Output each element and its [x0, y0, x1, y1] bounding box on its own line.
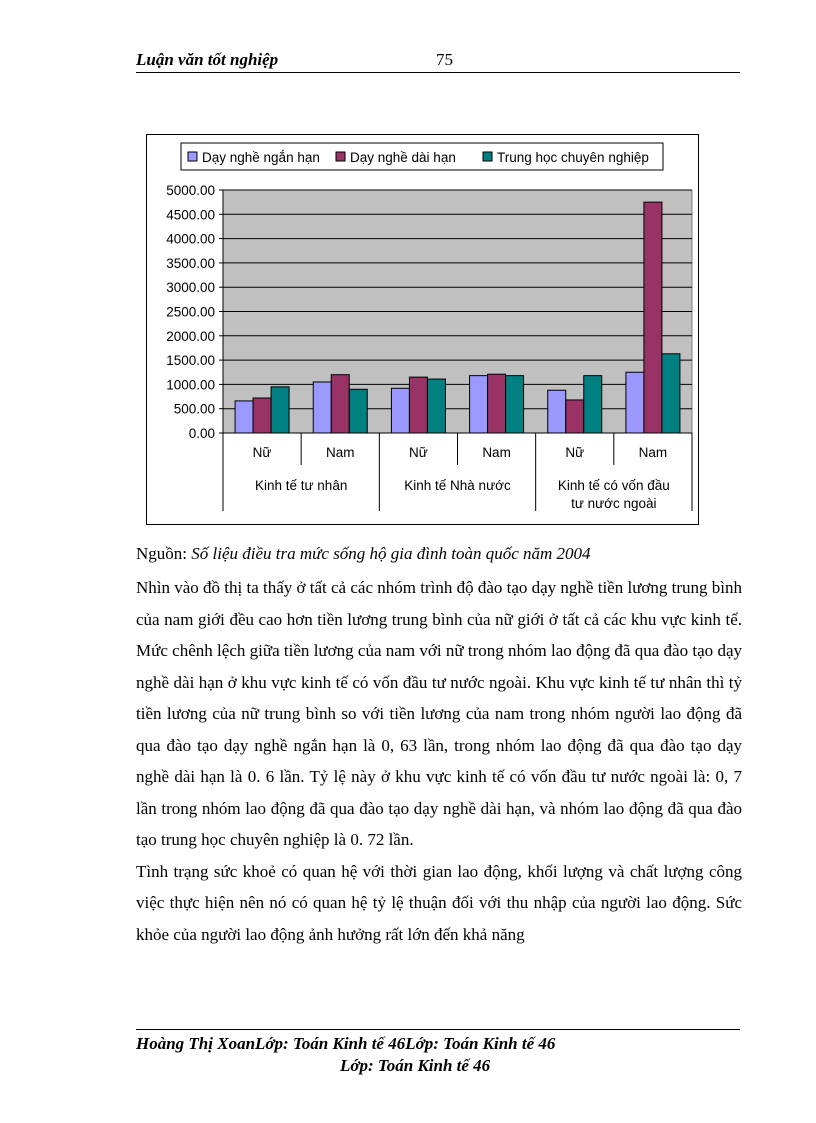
paragraph-2: Tình trạng sức khoẻ có quan hệ với thời gian lao động, khối lượng và chất lượng công việc thực hiện nên nó có quan hệ tỷ lệ thuận đối với thu nhập của người lao động. Sức khỏe của người lao động ảnh hưởng rất lớn đến khả năng	[136, 861, 742, 944]
category-label: Nữ	[252, 445, 272, 460]
bar	[626, 372, 644, 433]
group-label: Kinh tế Nhà nước	[404, 478, 511, 493]
y-tick-label: 2500.00	[166, 304, 215, 320]
y-tick-label: 4000.00	[166, 231, 215, 247]
source-label: Nguồn:	[136, 544, 187, 563]
y-tick-label: 1000.00	[166, 377, 215, 393]
footer-class: Lớp: Toán Kinh tế 46	[340, 1056, 491, 1075]
bar	[584, 376, 602, 433]
group-label: tư nước ngoài	[571, 496, 657, 511]
bar	[566, 400, 584, 433]
category-label: Nữ	[565, 445, 585, 460]
legend-label-1: Dạy nghề ngắn hạn	[202, 150, 320, 165]
bar	[391, 388, 409, 433]
body-text	[136, 572, 742, 950]
salary-chart	[146, 134, 699, 525]
y-tick-label: 1500.00	[166, 353, 215, 369]
source-text: Số liệu điều tra mức sống hộ gia đình toàn quốc năm 2004	[191, 544, 591, 563]
footer-author: Hoàng Thị XoanLớp: Toán Kinh tế 46Lớp: Toán Kinh tế 46	[136, 1034, 556, 1053]
bar	[427, 379, 445, 433]
header-rule	[136, 72, 740, 73]
y-tick-label: 0.00	[188, 426, 215, 441]
bar	[235, 401, 253, 433]
y-tick-label: 4500.00	[166, 207, 215, 223]
bar	[313, 382, 331, 433]
category-label: Nam	[325, 445, 355, 460]
y-tick-label: 5000.00	[166, 183, 215, 198]
bar	[548, 390, 566, 433]
bar	[409, 377, 427, 433]
y-tick-label: 3000.00	[166, 280, 215, 296]
bar	[644, 202, 662, 433]
legend-label-2: Dạy nghề dài hạn	[350, 150, 456, 165]
bar	[488, 374, 506, 433]
group-label: Kinh tế tư nhân	[254, 478, 348, 493]
legend-swatch-2	[336, 152, 345, 161]
bar	[253, 398, 271, 433]
page-number: 75	[436, 50, 453, 69]
y-tick-label: 2000.00	[166, 328, 215, 344]
legend-label-3: Trung học chuyên nghiệp	[497, 150, 649, 165]
bar	[506, 376, 524, 433]
legend-swatch-1	[188, 152, 197, 161]
thesis-title: Luận văn tốt nghiệp	[136, 50, 279, 69]
footer-rule	[136, 1029, 740, 1030]
bar	[331, 375, 349, 433]
group-label: Kinh tế có vốn đầu	[557, 478, 670, 493]
y-tick-label: 3500.00	[166, 255, 215, 271]
bar	[662, 354, 680, 433]
category-label: Nam	[638, 445, 668, 460]
y-tick-label: 500.00	[173, 401, 215, 417]
bar	[470, 376, 488, 433]
source-note	[136, 544, 742, 564]
category-label: Nam	[482, 445, 511, 460]
paragraph-1: Nhìn vào đồ thị ta thấy ở tất cả các nhóm trình độ đào tạo dạy nghề tiền lương trung bình của nam giới đều cao hơn tiền lương trung bình của nữ giới ở tất cả các khu vực kinh tế. Mức chênh lệch giữa tiền lương của nam với nữ trong nhóm lao động đã qua đào tạo dạy nghề dài hạn ở khu vực kinh tế có vốn đầu tư nước ngoài. Khu vực kinh tế tư nhân thì tỷ tiền lương của nữ trung bình so với tiền lương của nam trong nhóm người lao động đã qua đào tạo dạy nghề ngắn hạn là 0, 63 lần, trong nhóm lao động đã qua đào tạo dạy nghề dài hạn là 0. 6 lần. Tỷ lệ này ở khu vực kinh tế có vốn đầu tư nước ngoài là: 0, 7 lần trong nhóm lao động đã qua đào tạo dạy nghề dài hạn, và nhóm lao động đã qua đào tạo trung học chuyên nghiệp là 0. 72 lần.	[136, 578, 742, 849]
page-header	[136, 50, 740, 72]
legend-swatch-3	[483, 152, 492, 161]
chart-svg	[147, 135, 698, 524]
bar	[349, 389, 367, 433]
bar	[271, 387, 289, 433]
category-label: Nữ	[409, 445, 428, 460]
